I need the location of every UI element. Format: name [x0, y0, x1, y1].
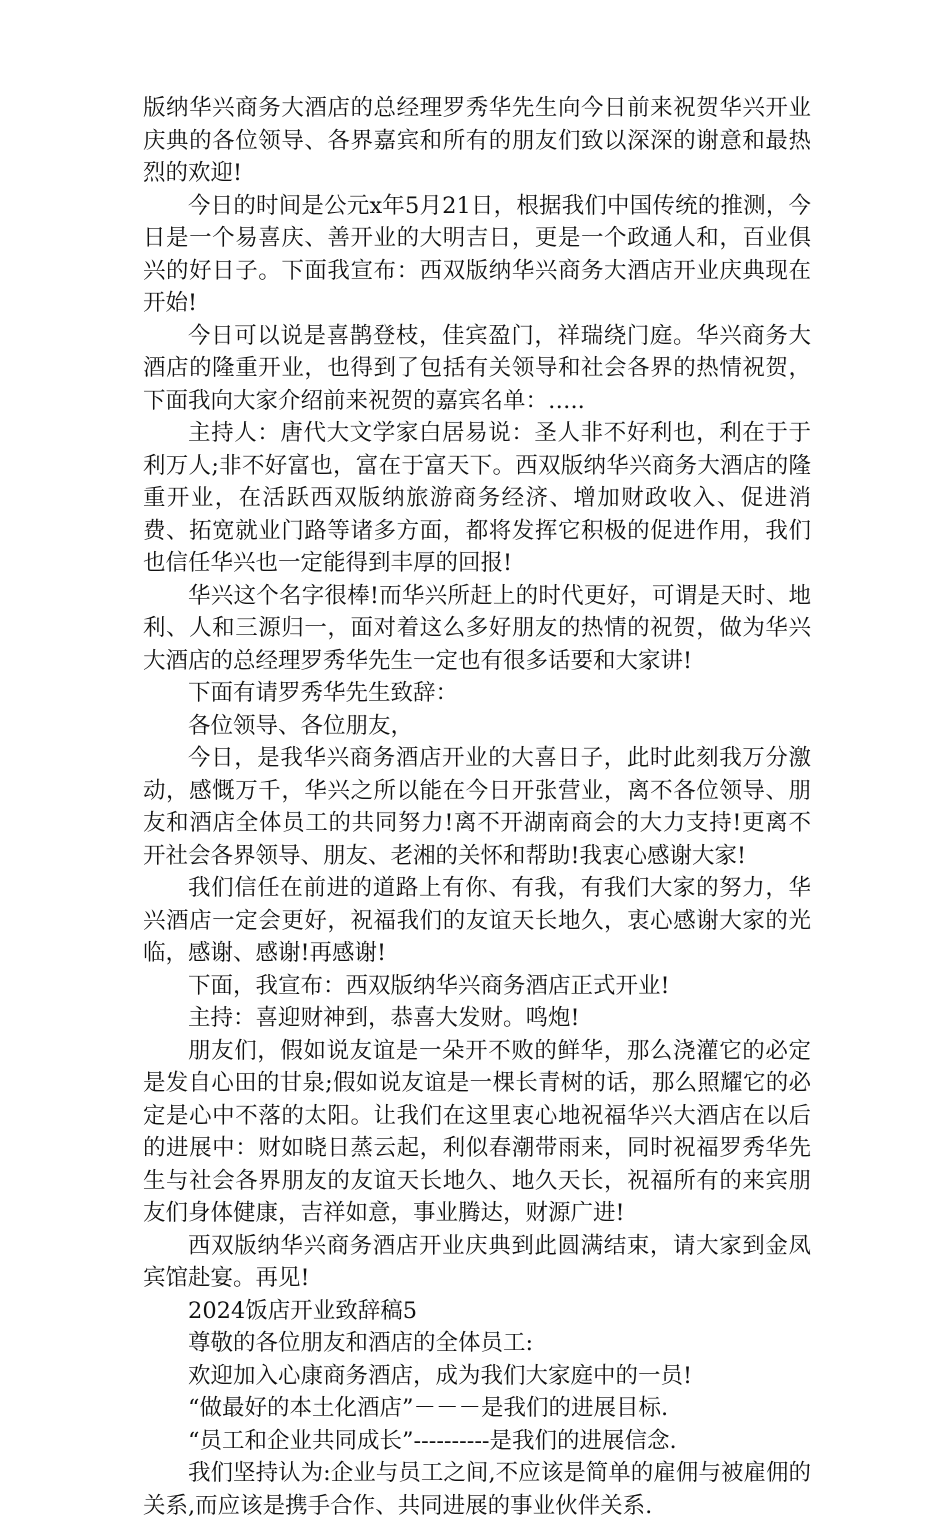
- paragraph-1: 版纳华兴商务大酒店的总经理罗秀华先生向今日前来祝贺华兴开业庆典的各位领导、各界嘉宾和所有的朋友们致以深深的谢意和最热烈的欢迎!: [143, 95, 811, 186]
- paragraph-13: 西双版纳华兴商务酒店开业庆典到此圆满结束，请大家到金凤宾馆赴宴。再见!: [143, 1232, 811, 1291]
- paragraph-16: 欢迎加入心康商务酒店，成为我们大家庭中的一员!: [188, 1362, 693, 1389]
- paragraph-9: 我们信任在前进的道路上有你、有我，有我们大家的努力，华兴酒店一定会更好，祝福我们的友谊天长地久，衷心感谢大家的光临，感谢、感谢!再感谢!: [143, 875, 811, 966]
- paragraph-2: 今日的时间是公元x年5月21日，根据我们中国传统的推测，今日是一个易喜庆、善开业的大明吉日，更是一个政通人和，百业俱兴的好日子。下面我宣布：西双版纳华兴商务大酒店开业庆典现在开始!: [143, 192, 811, 316]
- paragraph-8: 今日，是我华兴商务酒店开业的大喜日子，此时此刻我万分激动，感慨万千，华兴之所以能在今日开张营业，离不各位领导、朋友和酒店全体员工的共同努力!离不开湖南商会的大力支持!更离不开社会各界领导、朋友、老湘的关怀和帮助!我衷心感谢大家!: [143, 745, 811, 869]
- paragraph-4: 主持人：唐代大文学家白居易说：圣人非不好利也，利在于于利万人;非不好富也，富在于富天下。西双版纳华兴商务大酒店的隆重开业，在活跃西双版纳旅游商务经济、增加财政收入、促进消费、拓宽就业门路等诸多方面，都将发挥它积极的促进作用，我们也信任华兴也一定能得到丰厚的回报!: [143, 420, 811, 576]
- paragraph-18: “员工和企业共同成长”----------是我们的进展信念.: [188, 1427, 677, 1454]
- paragraph-5: 华兴这个名字很棒!而华兴所赶上的时代更好，可谓是天时、地利、人和三源归一，面对着这么多好朋友的热情的祝贺，做为华兴大酒店的总经理罗秀华先生一定也有很多话要和大家讲!: [143, 582, 811, 674]
- paragraph-7: 各位领导、各位朋友，: [188, 712, 414, 739]
- paragraph-11: 主持：喜迎财神到，恭喜大发财。鸣炮!: [188, 1005, 580, 1031]
- paragraph-12: 朋友们，假如说友谊是一朵开不败的鲜华，那么浇灌它的必定是发自心田的甘泉;假如说友谊是一棵长青树的话，那么照耀它的必定是心中不落的太阳。让我们在这里衷心地祝福华兴大酒店在以后的进展中：财如晓日蒸云起，利似春潮带雨来，同时祝福罗秀华先生与社会各界朋友的友谊天长地久、地久天长，祝福所有的来宾朋友们身体健康，吉祥如意，事业腾达，财源广进!: [143, 1037, 811, 1226]
- paragraph-6: 下面有请罗秀华先生致辞：: [188, 680, 459, 706]
- paragraph-17: “做最好的本土化酒店”－－－是我们的进展目标.: [188, 1395, 669, 1421]
- section-heading: 2024饭店开业致辞稿5: [188, 1297, 418, 1324]
- paragraph-10: 下面，我宣布：西双版纳华兴商务酒店正式开业!: [188, 972, 670, 999]
- document-page: [143, 92, 811, 1522]
- paragraph-19: 我们坚持认为:企业与员工之间,不应该是简单的雇佣与被雇佣的关系,而应该是携手合作、共同进展的事业伙伴关系.: [143, 1460, 811, 1519]
- paragraph-15: 尊敬的各位朋友和酒店的全体员工:: [188, 1330, 534, 1356]
- paragraph-3: 今日可以说是喜鹊登枝，佳宾盈门，祥瑞绕门庭。华兴商务大酒店的隆重开业，也得到了包括有关领导和社会各界的热情祝贺，下面我向大家介绍前来祝贺的嘉宾名单：…..: [143, 322, 811, 414]
